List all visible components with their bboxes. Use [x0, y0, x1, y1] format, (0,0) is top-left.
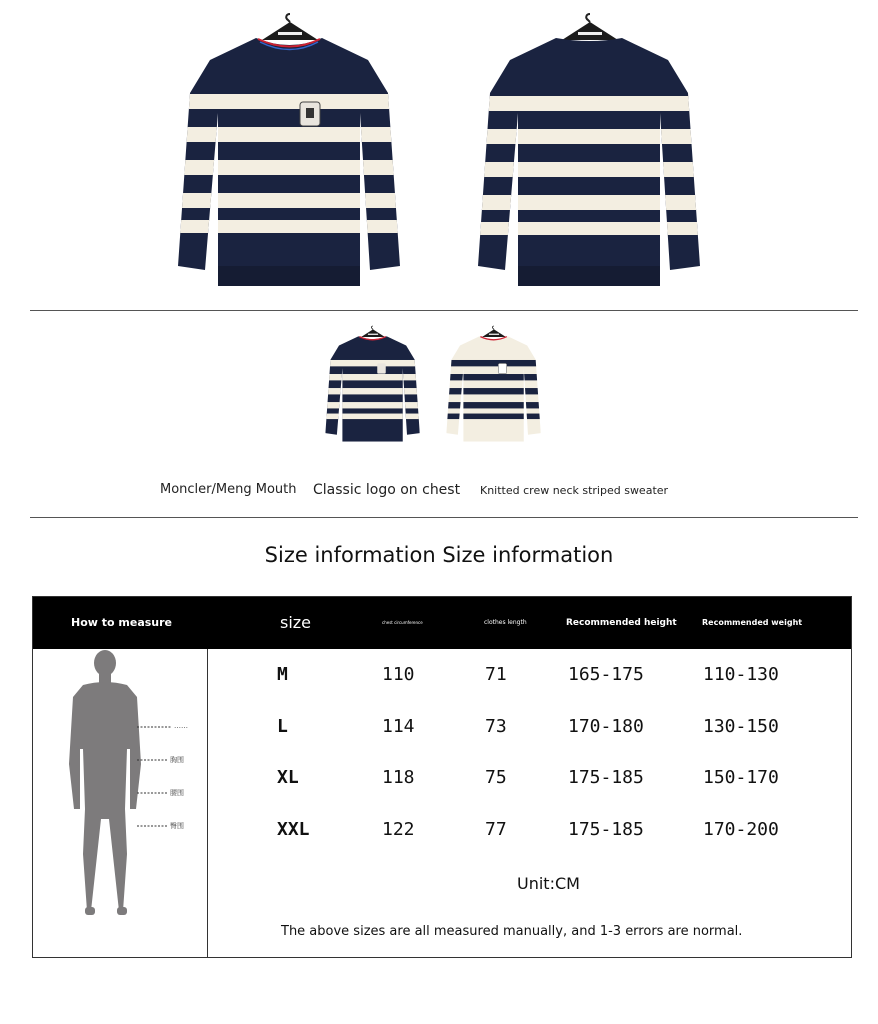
measurement-note: The above sizes are all measured manually, and 1-3 errors are normal.: [281, 924, 743, 939]
row-m-length: 71: [485, 664, 507, 685]
row-xl-length: 75: [485, 767, 507, 788]
row-xl-size: XL: [277, 767, 299, 788]
row-xxl-height: 175-185: [568, 819, 644, 840]
header-height: Recommended height: [566, 618, 677, 628]
measure-label-hip: 臀围: [170, 822, 184, 830]
header-how-to-measure: How to measure: [71, 616, 173, 629]
colorway-navy-thumbnail: [322, 322, 424, 446]
divider-bottom: [30, 517, 858, 518]
colorway-cream-thumbnail: [443, 322, 545, 446]
row-l-length: 73: [485, 716, 507, 737]
header-weight: Recommended weight: [702, 618, 803, 627]
caption-description: Knitted crew neck striped sweater: [480, 484, 669, 497]
product-photo-front: [170, 8, 410, 293]
row-m-weight: 110-130: [703, 664, 779, 685]
unit-label: Unit:CM: [517, 874, 580, 893]
product-photo-back: [470, 8, 710, 293]
row-m-height: 165-175: [568, 664, 644, 685]
row-l-height: 170-180: [568, 716, 644, 737]
row-xxl-length: 77: [485, 819, 507, 840]
row-xl-height: 175-185: [568, 767, 644, 788]
header-length: clothes length: [484, 619, 527, 626]
row-xxl-size: XXL: [277, 819, 310, 840]
measure-label-0: ……: [174, 722, 188, 730]
how-to-measure-panel: [33, 649, 208, 957]
size-table-header: [33, 597, 851, 649]
row-xl-chest: 118: [382, 767, 415, 788]
size-section-title: Size information Size information: [264, 543, 614, 567]
row-xxl-weight: 170-200: [703, 819, 779, 840]
header-size: size: [280, 613, 312, 632]
row-l-weight: 130-150: [703, 716, 779, 737]
row-l-chest: 114: [382, 716, 415, 737]
caption-feature: Classic logo on chest: [313, 482, 461, 498]
header-chest: chest circumference: [382, 620, 423, 625]
caption-brand: Moncler/Meng Mouth: [160, 482, 297, 497]
measure-label-chest: 胸围: [170, 756, 184, 764]
divider-top: [30, 310, 858, 311]
row-l-size: L: [277, 716, 288, 737]
row-xl-weight: 150-170: [703, 767, 779, 788]
row-m-chest: 110: [382, 664, 415, 685]
measure-label-waist: 腰围: [170, 789, 184, 797]
row-xxl-chest: 122: [382, 819, 415, 840]
row-m-size: M: [277, 664, 288, 685]
body-silhouette: [33, 649, 207, 957]
